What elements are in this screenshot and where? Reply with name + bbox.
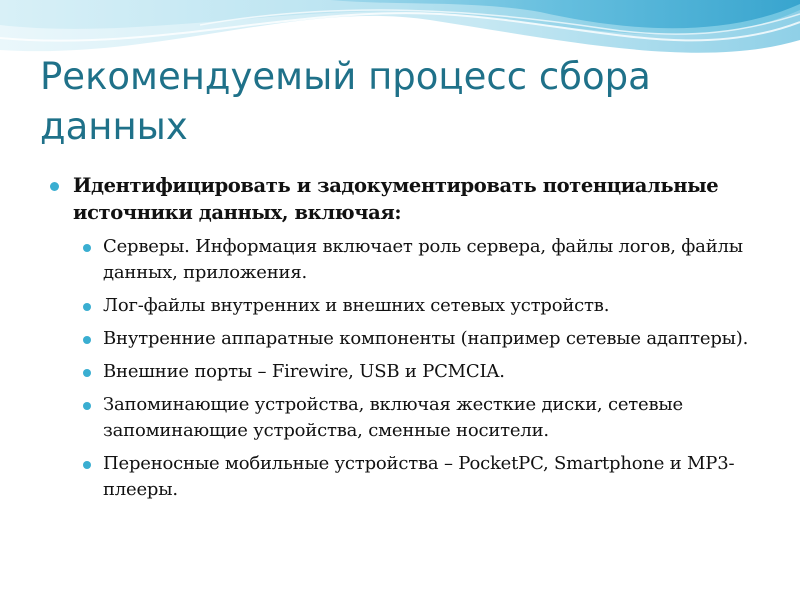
sub-bullet (48, 392, 760, 444)
bullet-dot-icon (83, 402, 91, 410)
slide-content (48, 172, 760, 510)
slide-title: Рекомендуемый процесс сбора данных (40, 55, 651, 148)
bullet-dot-icon (50, 182, 59, 191)
sub-bullet (48, 359, 760, 385)
main-bullet-text: Идентифицировать и задокументировать потенциальные источники данных, включая: (73, 174, 719, 224)
sub-bullet (48, 451, 760, 503)
main-bullet (48, 172, 760, 226)
sub-bullet-text: Лог-файлы внутренних и внешних сетевых устройств. (103, 295, 610, 316)
sub-bullet-text: Серверы. Информация включает роль сервера, файлы логов, файлы данных, приложения. (103, 236, 743, 283)
sub-bullet-text: Запоминающие устройства, включая жесткие диски, сетевые запоминающие устройства, сменные носители. (103, 394, 683, 441)
sub-bullet-text: Переносные мобильные устройства – PocketPC, Smartphone и MP3-плееры. (103, 453, 735, 500)
sub-bullet-list (48, 234, 760, 503)
bullet-dot-icon (83, 244, 91, 252)
bullet-dot-icon (83, 336, 91, 344)
sub-bullet (48, 234, 760, 286)
sub-bullet-text: Внутренние аппаратные компоненты (например сетевые адаптеры). (103, 328, 749, 349)
sub-bullet-text: Внешние порты – Firewire, USB и PCMCIA. (103, 361, 505, 382)
bullet-dot-icon (83, 303, 91, 311)
sub-bullet (48, 326, 760, 352)
sub-bullet (48, 293, 760, 319)
bullet-dot-icon (83, 369, 91, 377)
bullet-dot-icon (83, 461, 91, 469)
